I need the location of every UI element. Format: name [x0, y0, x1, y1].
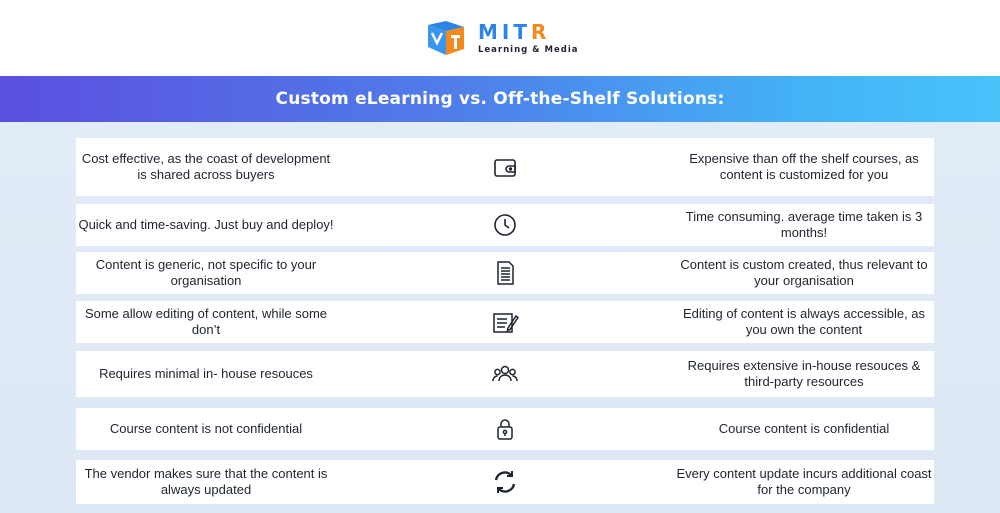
comparison-row [76, 301, 934, 343]
brand-tagline: Learning & Media [478, 44, 579, 55]
clock-icon [490, 210, 520, 240]
off-the-shelf-cell: Content is custom created, thus relevant to your organisation [680, 257, 928, 288]
off-the-shelf-cell: Editing of content is always accessible, as you own the content [682, 306, 926, 337]
comparison-row [76, 252, 934, 294]
team-icon [490, 359, 520, 389]
comparison-row [76, 204, 934, 246]
refresh-icon [490, 467, 520, 497]
custom-elearning-cell: Cost effective, as the coast of development is shared across buyers [81, 151, 331, 182]
document-icon [490, 258, 520, 288]
comparison-row [76, 460, 934, 504]
custom-elearning-cell: The vendor makes sure that the content is always updated [84, 466, 328, 497]
custom-elearning-cell: Requires minimal in- house resouces [99, 366, 313, 381]
mitr-logo-icon [424, 19, 470, 57]
comparison-row [76, 138, 934, 196]
page-title: Custom eLearning vs. Off-the-Shelf Solutions: [275, 89, 725, 109]
off-the-shelf-cell: Expensive than off the shelf courses, as content is customized for you [689, 151, 919, 182]
off-the-shelf-cell: Every content update incurs additional coast for the company [676, 466, 932, 497]
header [0, 0, 1000, 76]
off-the-shelf-cell: Time consuming. average time taken is 3 months! [685, 209, 923, 240]
comparison-row [76, 351, 934, 397]
off-the-shelf-cell: Requires extensive in-house resouces & third-party resources [687, 358, 921, 389]
mitr-logo[interactable] [424, 18, 579, 58]
custom-elearning-cell: Content is generic, not specific to your organisation [95, 257, 317, 288]
off-the-shelf-cell: Course content is confidential [718, 421, 890, 436]
custom-elearning-cell: Course content is not confidential [109, 421, 303, 436]
wallet-icon [490, 152, 520, 182]
comparison-row [76, 408, 934, 450]
title-banner [0, 76, 1000, 122]
custom-elearning-cell: Quick and time-saving. Just buy and deploy! [78, 217, 334, 232]
custom-elearning-cell: Some allow editing of content, while some don’t [84, 306, 328, 337]
lock-icon [490, 414, 520, 444]
edit-document-icon [490, 307, 520, 337]
brand-name: MITR [478, 19, 551, 44]
